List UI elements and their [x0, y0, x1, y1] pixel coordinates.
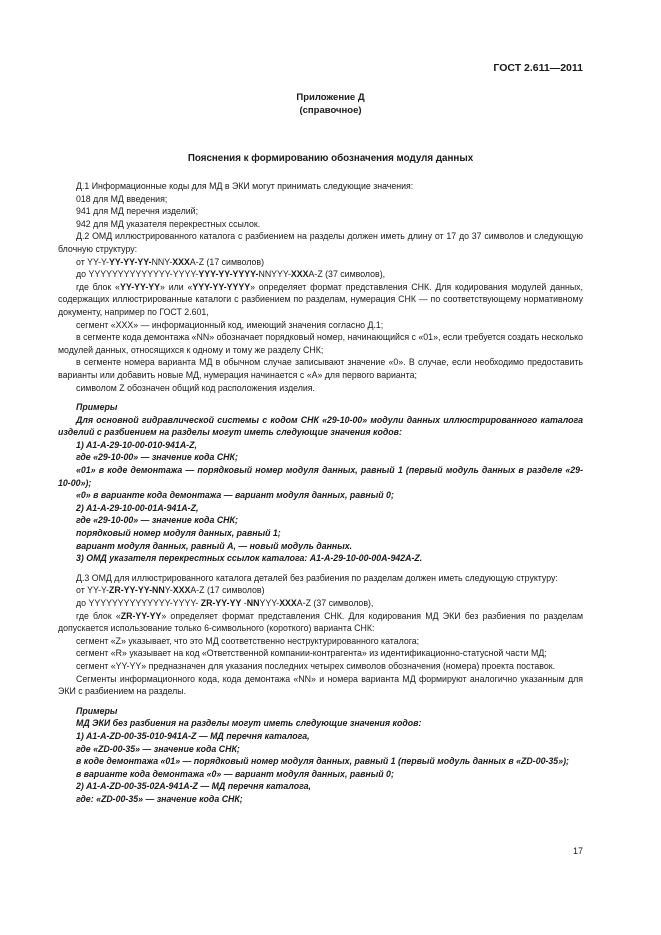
- structure-to-line: [58, 268, 583, 281]
- text-run-bold: XXX: [172, 256, 190, 267]
- paragraph: 018 для МД введения;: [76, 193, 168, 204]
- example-line: 3) ОМД указателя перекрестных ссылок каталога: A1-A-29-10-00-00A-942A-Z.: [76, 553, 423, 564]
- text-run-bold: NN: [246, 598, 260, 608]
- example-line: где: «ZD-00-35» — значение кода СНК;: [76, 793, 243, 804]
- paragraph: сегмент «YY-YY» предназначен для указания последних четырех символов обозначения (номера) проекта поставок.: [76, 660, 556, 671]
- structure-to-line: [58, 597, 583, 610]
- text-run: » определяет формат представления СНК. Для кодирования МД ЭКИ без разбиения по разделам допускается использование только 6-символьного (короткого) варианта СНК:: [58, 610, 583, 634]
- text-run: A-Z (37 символов),: [308, 269, 386, 280]
- appendix-heading: [0, 91, 661, 117]
- examples-heading: Примеры: [76, 402, 118, 413]
- text-run: A-Z (37 символов),: [296, 598, 374, 608]
- text-run: где блок «: [76, 610, 121, 621]
- example-line: порядковый номер модуля данных, равный 1;: [76, 528, 281, 539]
- text-run: NNYYY-: [258, 269, 291, 280]
- text-run-bold: ZR-YY-YY: [120, 610, 162, 621]
- text-run-bold: XXX: [290, 269, 309, 280]
- text-run: » или «: [160, 281, 193, 292]
- example-line: 2) A1-A-29-10-00-01A-941A-Z,: [76, 502, 199, 513]
- text-run: YYY-: [259, 598, 280, 608]
- example-line: МД ЭКИ без разбиения на разделы могут иметь следующие значения кодов:: [76, 718, 422, 729]
- text-run-bold: ZR-YY-YY-NN: [109, 585, 165, 596]
- example-line: где «ZD-00-35» — значение кода СНК;: [76, 743, 240, 754]
- text-run: NNY-: [151, 256, 173, 267]
- structure-from-line: [58, 256, 583, 269]
- section-title: Пояснения к формированию обозначения модуля данных: [187, 153, 474, 164]
- paragraph: [58, 281, 583, 319]
- paragraph: символом Z обозначен общий код расположения изделия.: [76, 382, 315, 393]
- example-line: где «29-10-00» — значение кода СНК;: [76, 452, 238, 463]
- example-line: 1) A1-A-29-10-00-010-941A-Z,: [76, 439, 197, 450]
- text-run: Y-: [164, 585, 173, 596]
- example-line: «0» в варианте кода демонтажа — вариант модуля данных, равный 0;: [76, 490, 394, 501]
- paragraph: сегмент «Z» указывает, что это МД соответственно неструктурированного каталога;: [76, 635, 420, 646]
- structure-from-line: [58, 584, 583, 597]
- text-run: от YY-Y-: [76, 585, 110, 596]
- text-run-bold: YY-YY-YY: [119, 281, 161, 292]
- example-line: 1) A1-A-ZD-00-35-010-941A-Z — МД перечня каталога,: [76, 730, 310, 741]
- example-line: в варианте кода демонтажа «0» — вариант модуля данных, равный 0;: [76, 768, 394, 779]
- text-run-bold: XXX: [172, 585, 191, 596]
- document-body: [58, 180, 583, 806]
- document-code: ГОСТ 2.611—2011: [493, 62, 583, 74]
- paragraph: 941 для МД перечня изделий;: [76, 206, 199, 217]
- text-run: » определяет формат представления СНК. Для кодирования модулей данных, содержащих иллюстрированные каталоги с разбиением по разделам, нумерация СНК — по соответствующему нормативному документу, например по ГОСТ 2.601,: [58, 281, 583, 317]
- example-line: Для основной гидравлической системы с кодом СНК «29-10-00» модули данных иллюстрированного каталога изделий с разбиением на разделы могут иметь следующие значения кодов:: [58, 414, 583, 438]
- paragraph-d1: Д.1 Информационные коды для МД в ЭКИ могут принимать следующие значения:: [76, 181, 414, 191]
- page-number: 17: [572, 846, 583, 856]
- text-run: от YY-Y-: [76, 256, 110, 267]
- text-run: где блок «: [76, 281, 120, 292]
- text-run-bold: YYY-YY-YYYY: [192, 281, 251, 292]
- text-run-bold: YYY-YY-YYYY-: [198, 269, 259, 280]
- paragraph-d3: Д.3 ОМД для иллюстрированного каталога деталей без разбиения по разделам должен иметь следующую структуру:: [76, 572, 558, 583]
- text-run: A-Z (17 символов): [190, 585, 265, 596]
- paragraph: сегмент «XXX» — информационный код, имеющий значения согласно Д.1;: [76, 319, 384, 330]
- examples-heading: Примеры: [76, 705, 118, 716]
- example-line: 2) A1-A-ZD-00-35-02A-941A-Z — МД перечня каталога,: [76, 781, 311, 792]
- text-run: -: [241, 598, 247, 608]
- text-run-bold: XXX: [279, 598, 297, 608]
- example-line: «01» в коде демонтажа — порядковый номер модуля данных, равный 1 (первый модуль данных в разделе «29-10-00»);: [58, 465, 583, 488]
- paragraph: в сегменте кода демонтажа «NN» обозначает порядковый номер, начинающийся с «01», если требуется создать несколько модулей данных, относящихся к одному и тому же разделу СНК;: [58, 332, 583, 355]
- paragraph: 942 для МД указателя перекрестных ссылок.: [76, 218, 261, 229]
- text-run: до YYYYYYYYYYYYYY-YYYY-: [76, 598, 201, 608]
- text-run-bold: ZR-YY-YY: [200, 598, 242, 608]
- appendix-subtitle: (справочное): [299, 105, 362, 116]
- paragraph: Сегменты информационного кода, кода демонтажа «NN» и номера варианта МД формируют аналогично указанным для ЭКИ с разбиением на разделы.: [58, 673, 583, 697]
- paragraph: в сегменте номера варианта МД в обычном случае записывают значение «0». В случае, если необходимо предоставить варианты или добавить новые МД, нумерация начинается с «А» для первого варианта;: [58, 357, 583, 380]
- example-line: вариант модуля данных, равный А, — новый модуль данных.: [76, 540, 353, 551]
- text-run-bold: YY-YY-YY-: [109, 256, 152, 267]
- example-line: в коде демонтажа «01» — порядковый номер модуля данных, равный 1 (первый модуль данных в «ZD-00-35»);: [76, 756, 569, 767]
- paragraph-d2: Д.2 ОМД иллюстрированного каталога с разбиением на разделы должен иметь длину от 17 до 37 символов и следующую блочную структуру:: [58, 231, 583, 254]
- text-run: A-Z (17 символов): [189, 256, 265, 267]
- appendix-title: Приложение Д: [296, 92, 365, 103]
- paragraph: сегмент «R» указывает на код «Ответственной компании-контрагента» из идентификационно-статусной части МД;: [76, 648, 547, 659]
- example-line: где «29-10-00» — значение кода СНК;: [76, 515, 238, 526]
- paragraph: [58, 610, 583, 635]
- text-run: до YYYYYYYYYYYYYY-YYYY-: [76, 269, 199, 280]
